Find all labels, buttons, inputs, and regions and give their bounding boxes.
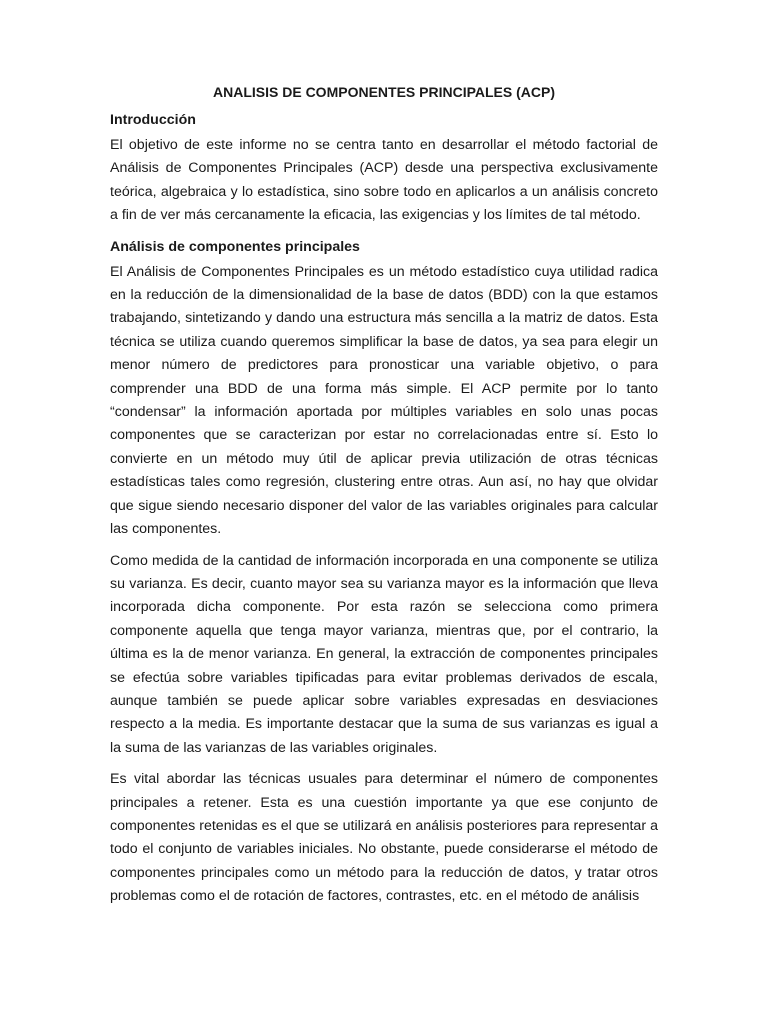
acp-paragraph-1: El Análisis de Componentes Principales es un método estadístico cuya utilidad radica en la reducción de la dimensionalidad de la base de datos (BDD) con la que estamos trabajando, sintetizando y dando una estructura más sencilla a la matriz de datos. Esta técnica se utiliza cuando queremos simplificar la base de datos, ya sea para elegir un menor número de predictores para pronosticar una variable objetivo, o para comprender una BDD de una forma más simple. El ACP permite por lo tanto “condensar” la información aportada por múltiples variables en solo unas pocas componentes que se caracterizan por estar no correlacionadas entre sí. Esto lo convierte en un método muy útil de aplicar previa utilización de otras técnicas estadísticas tales como regresión, clustering entre otras. Aun así, no hay que olvidar que sigue siendo necesario disponer del valor de las variables originales para calcular las componentes.	[110, 263, 658, 538]
acp-paragraph-2: Como medida de la cantidad de información incorporada en una componente se utiliza su varianza. Es decir, cuanto mayor sea su varianza mayor es la información que lleva incorporada dicha componente. Por esta razón se selecciona como primera componente aquella que tenga mayor varianza, mientras que, por el contrario, la última es la de menor varianza. En general, la extracción de componentes principales se efectúa sobre variables tipificadas para evitar problemas derivados de escala, aunque también se puede aplicar sobre variables expresadas en desviaciones respecto a la media. Es importante destacar que la suma de sus varianzas es igual a la suma de las varianzas de las variables originales.	[110, 552, 658, 756]
acp-section-heading: Análisis de componentes principales	[110, 238, 360, 255]
document-page	[110, 80, 658, 917]
intro-paragraph: El objetivo de este informe no se centra tanto en desarrollar el método factorial de Análisis de Componentes Principales (ACP) desde una perspectiva exclusivamente teórica, algebraica y lo estadística, sino sobre todo en aplicarlos a un análisis concreto a fin de ver más cercanamente la eficacia, las exigencias y los límites de tal método.	[110, 137, 658, 224]
document-title: ANALISIS DE COMPONENTES PRINCIPALES (ACP)	[213, 84, 555, 100]
acp-paragraph-3: Es vital abordar las técnicas usuales para determinar el número de componentes principales a retener. Esta es una cuestión importante ya que ese conjunto de componentes retenidas es el que se utilizará en análisis posteriores para representar a todo el conjunto de variables iniciales. No obstante, puede considerarse el método de componentes principales como un método para la reducción de datos, y tratar otros problemas como el de rotación de factores, contrastes, etc. en el método de análisis	[110, 771, 658, 905]
intro-heading: Introducción	[110, 112, 196, 128]
